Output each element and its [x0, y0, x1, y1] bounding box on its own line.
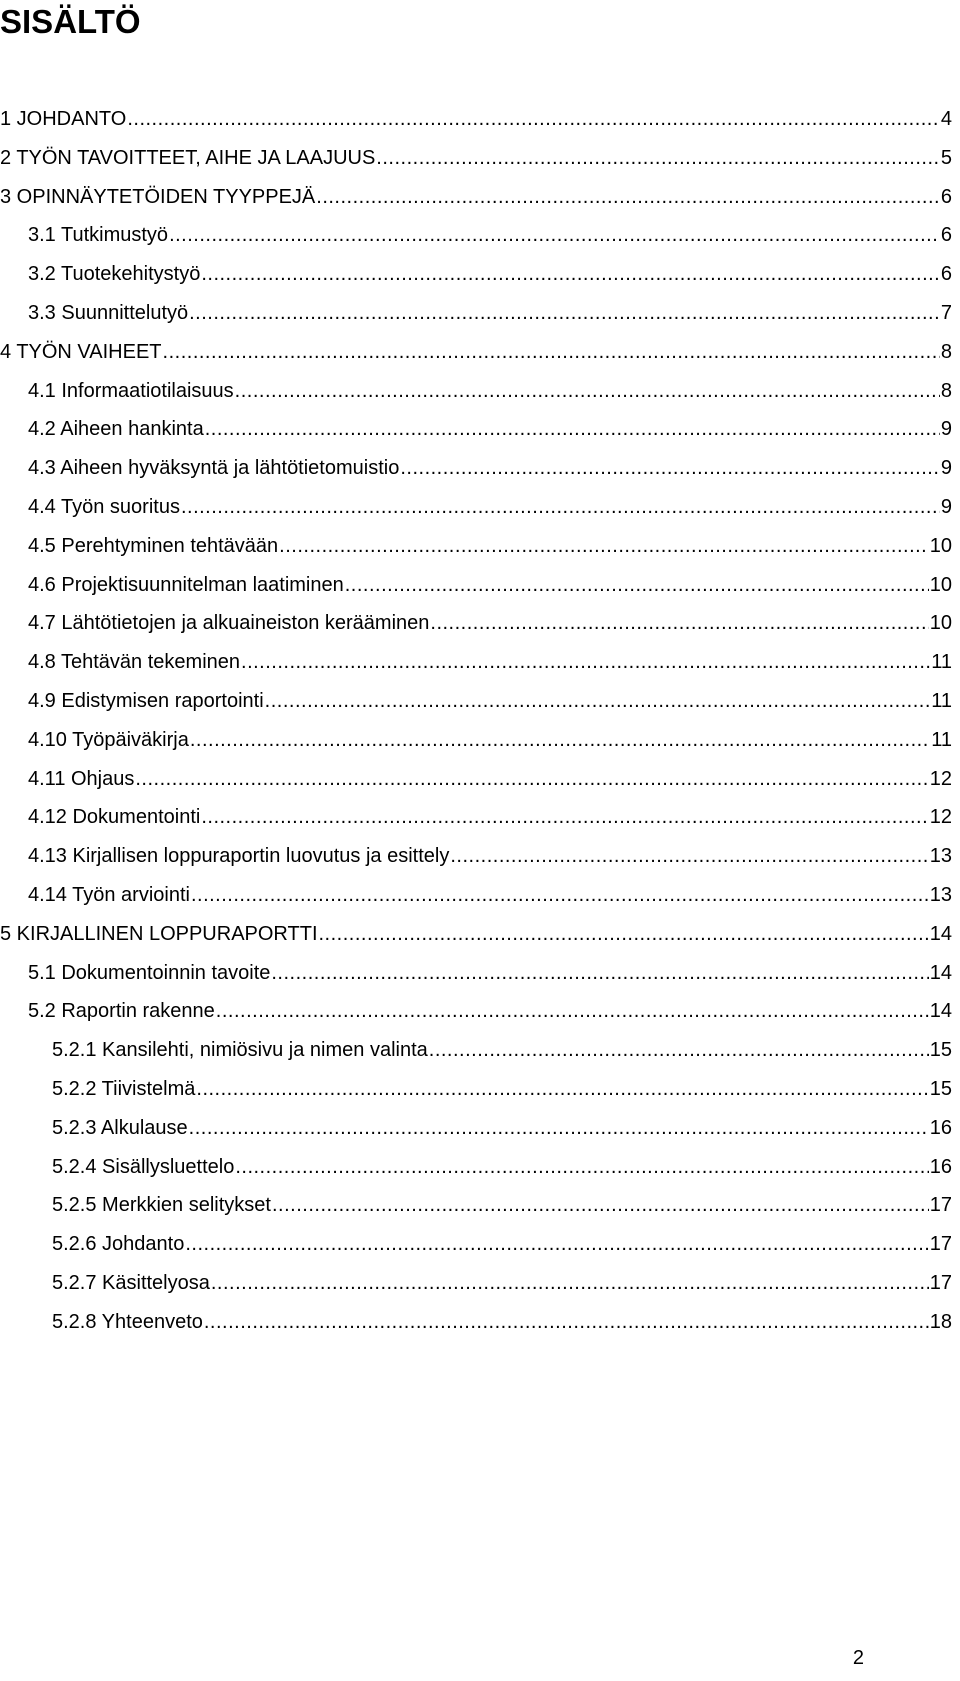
- toc-entry-page: 11: [931, 651, 952, 674]
- toc-entry-title: 5.2.5 Merkkien selitykset: [52, 1194, 271, 1217]
- toc-entry-title: 4.1 Informaatiotilaisuus: [28, 379, 234, 402]
- toc-entry-title: 1 JOHDANTO: [0, 108, 127, 130]
- toc-entry-title: 4.3 Aiheen hyväksyntä ja lähtötietomuistio: [28, 457, 400, 480]
- toc-entry-page: 14: [929, 1000, 952, 1023]
- toc-entry[interactable]: [28, 837, 952, 875]
- toc-dot-leader: [205, 410, 940, 448]
- toc-dot-leader: [450, 837, 928, 875]
- page-title: SISÄLTÖ: [0, 3, 141, 40]
- toc-entry[interactable]: [28, 449, 952, 487]
- toc-dot-leader: [201, 798, 928, 836]
- toc-entry-title: 5.2 Raportin rakenne: [28, 1000, 215, 1023]
- toc-entry[interactable]: [0, 915, 952, 953]
- toc-dot-leader: [196, 1070, 928, 1108]
- toc-entry-title: 4.5 Perehtyminen tehtävään: [28, 534, 279, 557]
- toc-entry[interactable]: [0, 178, 952, 216]
- toc-entry[interactable]: [52, 1186, 952, 1224]
- toc-dot-leader: [181, 488, 940, 526]
- toc-dot-leader: [429, 1031, 929, 1069]
- toc-dot-leader: [191, 876, 929, 914]
- toc-entry[interactable]: [28, 876, 952, 914]
- toc-entry-title: 5.2.7 Käsittelyosa: [52, 1272, 210, 1294]
- toc-entry-page: 6: [940, 263, 952, 286]
- toc-entry-page: 6: [940, 224, 952, 247]
- toc-entry-page: 10: [929, 573, 952, 596]
- toc-entry-title: 4.6 Projektisuunnitelman laatiminen: [28, 573, 344, 596]
- toc-dot-leader: [430, 604, 928, 642]
- toc-entry[interactable]: [28, 954, 952, 992]
- toc-entry-page: 17: [929, 1272, 952, 1294]
- toc-entry-page: 14: [929, 961, 952, 984]
- toc-entry-page: 8: [940, 379, 952, 402]
- toc-entry-title: 4.11 Ohjaus: [28, 767, 135, 790]
- toc-dot-leader: [185, 1225, 928, 1263]
- toc-entry[interactable]: [28, 604, 952, 642]
- toc-entry-title: 4.7 Lähtötietojen ja alkuaineiston kerääminen: [28, 612, 430, 635]
- toc-dot-leader: [169, 216, 940, 254]
- toc-dot-leader: [201, 255, 940, 293]
- toc-entry-title: 5.2.3 Alkulause: [52, 1116, 188, 1139]
- toc-entry-title: 4.13 Kirjallisen loppuraportin luovutus ja esittely: [28, 845, 450, 868]
- toc-entry-title: 4.14 Työn arviointi: [28, 884, 190, 906]
- toc-dot-leader: [400, 449, 940, 487]
- toc-entry-title: 5.2.1 Kansilehti, nimiösivu ja nimen valinta: [52, 1039, 428, 1062]
- toc-entry-page: 12: [929, 767, 952, 790]
- toc-entry-page: 6: [940, 185, 952, 208]
- toc-entry-page: 18: [929, 1310, 952, 1333]
- toc-entry[interactable]: [52, 1031, 952, 1069]
- toc-entry-page: 12: [929, 806, 952, 829]
- toc-entry-page: 11: [931, 690, 952, 712]
- toc-dot-leader: [235, 372, 940, 410]
- toc-entry-title: 4.12 Dokumentointi: [28, 806, 201, 829]
- toc-entry-page: 10: [929, 534, 952, 557]
- toc-dot-leader: [345, 566, 929, 604]
- toc-entry-title: 2 TYÖN TAVOITTEET, AIHE JA LAAJUUS: [0, 146, 376, 169]
- toc-dot-leader: [216, 992, 929, 1030]
- toc-dot-leader: [271, 954, 928, 992]
- toc-entry[interactable]: [0, 100, 952, 138]
- toc-dot-leader: [189, 294, 940, 332]
- toc-entry-title: 4.9 Edistymisen raportointi: [28, 690, 264, 712]
- toc-entry[interactable]: [28, 992, 952, 1030]
- toc-entry[interactable]: [52, 1109, 952, 1147]
- toc-entry[interactable]: [52, 1264, 952, 1302]
- toc-entry[interactable]: [28, 682, 952, 720]
- toc-entry-page: 9: [940, 457, 952, 480]
- toc-dot-leader: [127, 100, 940, 138]
- toc-dot-leader: [163, 333, 940, 371]
- toc-entry-page: 4: [940, 108, 952, 130]
- toc-dot-leader: [319, 915, 929, 953]
- toc-dot-leader: [376, 139, 940, 177]
- toc-entry-title: 5.1 Dokumentoinnin tavoite: [28, 961, 271, 984]
- toc-entry-page: 7: [940, 302, 952, 324]
- toc-entry[interactable]: [28, 721, 952, 759]
- toc-dot-leader: [135, 760, 928, 798]
- toc-entry[interactable]: [28, 566, 952, 604]
- toc-entry-title: 3.2 Tuotekehitystyö: [28, 263, 201, 286]
- toc-entry-page: 15: [929, 1039, 952, 1062]
- toc-dot-leader: [265, 682, 931, 720]
- toc-entry[interactable]: [28, 372, 952, 410]
- toc-entry-page: 9: [940, 496, 952, 518]
- toc-entry-title: 5.2.8 Yhteenveto: [52, 1310, 203, 1333]
- toc-entry[interactable]: [0, 333, 952, 371]
- toc-entry-title: 4 TYÖN VAIHEET: [0, 340, 162, 363]
- toc-entry[interactable]: [28, 488, 952, 526]
- toc-entry-title: 3 OPINNÄYTETÖIDEN TYYPPEJÄ: [0, 185, 316, 208]
- toc-entry-page: 16: [929, 1116, 952, 1139]
- toc-entry-page: 9: [940, 418, 952, 441]
- toc-entry-title: 5.2.2 Tiivistelmä: [52, 1078, 196, 1100]
- toc-entry[interactable]: [28, 760, 952, 798]
- toc-entry[interactable]: [28, 527, 952, 565]
- toc-dot-leader: [235, 1148, 928, 1186]
- toc-entry-page: 17: [929, 1194, 952, 1217]
- toc-entry-page: 5: [940, 146, 952, 169]
- toc-entry-title: 3.3 Suunnittelutyö: [28, 302, 189, 324]
- toc-entry[interactable]: [28, 294, 952, 332]
- toc-entry-title: 4.4 Työn suoritus: [28, 496, 180, 518]
- toc-entry[interactable]: [0, 139, 952, 177]
- toc-dot-leader: [279, 527, 929, 565]
- toc-entry-page: 13: [929, 884, 952, 906]
- toc-entry-page: 16: [929, 1155, 952, 1178]
- toc-entry-title: 5.2.4 Sisällysluettelo: [52, 1155, 235, 1178]
- toc-entry-page: 11: [931, 728, 952, 751]
- toc-entry[interactable]: [52, 1070, 952, 1108]
- page-number: 2: [852, 1647, 864, 1669]
- toc-dot-leader: [190, 721, 930, 759]
- toc-entry[interactable]: [28, 643, 952, 681]
- toc-dot-leader: [241, 643, 930, 681]
- toc-entry-page: 8: [940, 340, 952, 363]
- toc-entry-page: 17: [929, 1233, 952, 1256]
- toc-entry[interactable]: [52, 1303, 952, 1341]
- toc-entry-page: 14: [929, 922, 952, 945]
- toc-dot-leader: [189, 1109, 929, 1147]
- toc-entry[interactable]: [52, 1148, 952, 1186]
- toc-entry-page: 13: [929, 845, 952, 868]
- toc-entry-title: 3.1 Tutkimustyö: [28, 224, 169, 247]
- toc-entry[interactable]: [52, 1225, 952, 1263]
- toc-entry-title: 4.8 Tehtävän tekeminen: [28, 651, 241, 674]
- toc-entry[interactable]: [28, 410, 952, 448]
- toc-entry[interactable]: [28, 216, 952, 254]
- toc-dot-leader: [204, 1303, 929, 1341]
- toc-entry[interactable]: [28, 255, 952, 293]
- toc-entry-page: 15: [929, 1078, 952, 1100]
- toc-entry-title: 5 KIRJALLINEN LOPPURAPORTTI: [0, 922, 318, 945]
- toc-entry-title: 4.10 Työpäiväkirja: [28, 728, 189, 751]
- toc-entry[interactable]: [28, 798, 952, 836]
- toc-dot-leader: [316, 178, 940, 216]
- toc-dot-leader: [272, 1186, 929, 1224]
- toc-entry-title: 4.2 Aiheen hankinta: [28, 418, 204, 441]
- toc-dot-leader: [211, 1264, 929, 1302]
- toc-entry-page: 10: [929, 612, 952, 635]
- toc-entry-title: 5.2.6 Johdanto: [52, 1233, 185, 1256]
